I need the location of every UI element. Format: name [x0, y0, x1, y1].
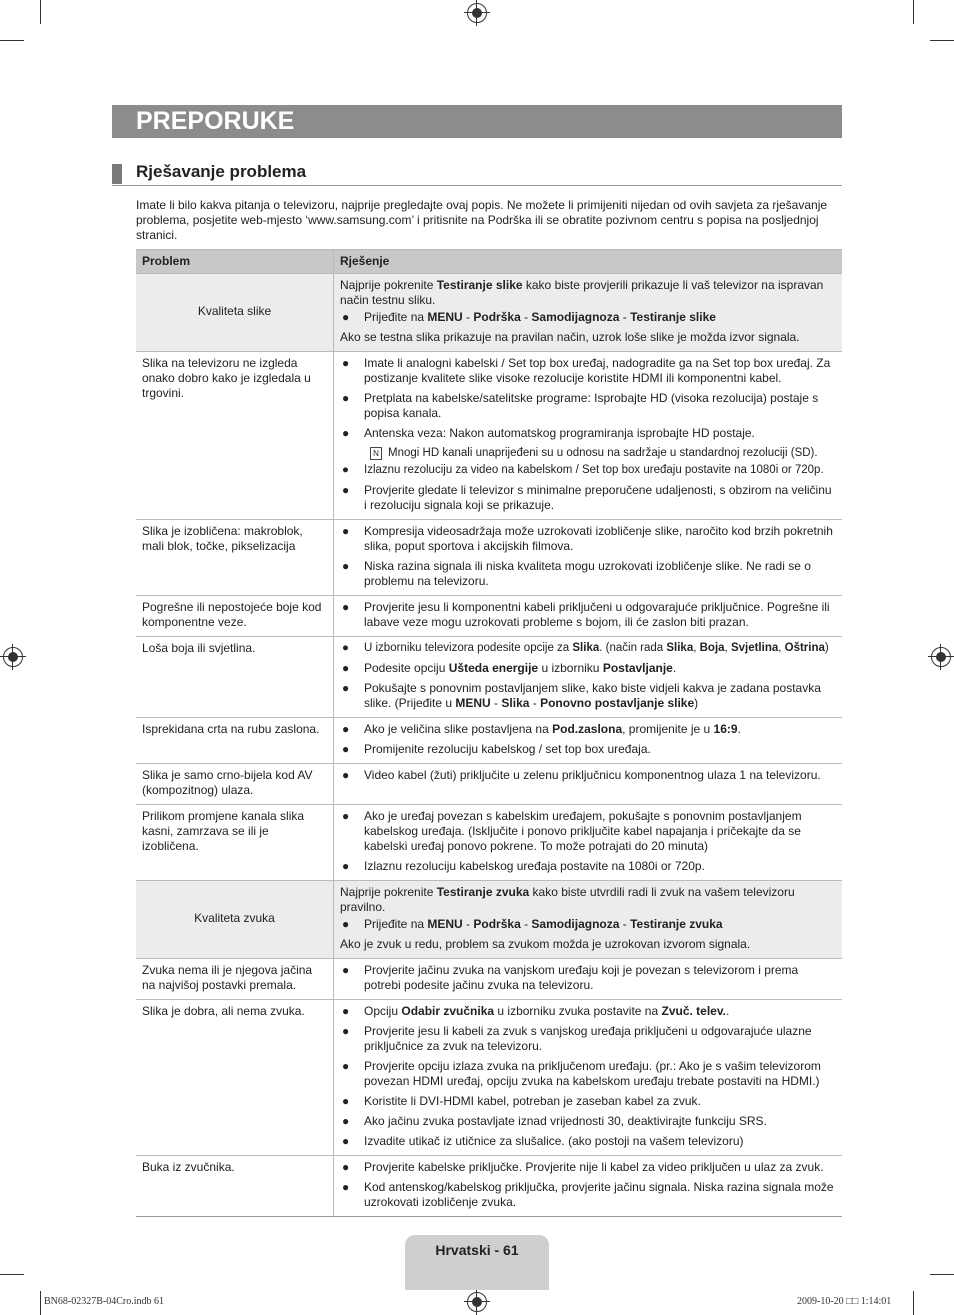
- table-header: [136, 250, 842, 274]
- solution-cell: [334, 881, 843, 959]
- list-item: ● Video kabel (žuti) priključite u zelenu priključnicu komponentnog ulaza 1 na televizoru.: [342, 768, 821, 782]
- crop-mark: [913, 0, 914, 24]
- list-item: ● Pretplata na kabelske/satelitske programe: Isprobajte HD (visoka rezolucija) postaje s popisa kanala.: [342, 391, 819, 420]
- list-item: ● Ako jačinu zvuka postavljate iznad vrijednosti 30, deaktivirajte funkciju SRS.: [342, 1114, 767, 1128]
- problem-cell: Zvuka nema ili je njegova jačina na najvišoj postavki premala.: [136, 959, 334, 1000]
- table-row: [136, 1156, 842, 1217]
- note-icon: N: [370, 447, 382, 460]
- solution-text: Najprije pokrenite Testiranje slike kako biste provjerili prikazuje li vaš televizor na ispravan način testnu sliku.: [340, 278, 824, 307]
- column-header-problem: Problem: [136, 250, 334, 274]
- solution-cell: [334, 596, 843, 637]
- registration-mark-icon: [931, 647, 951, 667]
- table-row: [136, 881, 842, 959]
- table-row: [136, 637, 842, 718]
- problem-cell: Slika je dobra, ali nema zvuka.: [136, 1000, 334, 1156]
- list-item: ● Izlaznu rezoluciju za video na kabelskom / Set top box uređaju postavite na 1080i or 720p.: [342, 464, 824, 476]
- list-item: ● Izvadite utikač iz utičnice za slušalice. (ako postoji na vašem televizoru): [342, 1134, 744, 1148]
- solution-text: Ako je zvuk u redu, problem sa zvukom možda je uzrokovan izvorom signala.: [340, 937, 751, 951]
- list-item: ● Imate li analogni kabelski / Set top box uređaj, nadogradite ga na Set top box uređaj. Za postizanje kvalitete slike visoke rezolucije koristite HDMI ili komponentni kabel.: [342, 356, 831, 385]
- list-item: ● U izborniku televizora podesite opcije za Slika. (način rada Slika, Boja, Svjetlina, Oštrina): [342, 642, 829, 654]
- solution-cell: [334, 352, 843, 520]
- troubleshooting-table: [136, 249, 842, 1217]
- crop-mark: [930, 1274, 954, 1275]
- problem-cell: Slika na televizoru ne izgleda onako dobro kako je izgledala u trgovini.: [136, 352, 334, 520]
- section-divider: [112, 185, 842, 186]
- table-row: [136, 520, 842, 596]
- crop-mark: [0, 1274, 24, 1275]
- section-title: Rješavanje problema: [136, 162, 307, 181]
- list-item: ● Podesite opciju Ušteda energije u izborniku Postavljanje.: [342, 661, 677, 675]
- solution-text: Najprije pokrenite Testiranje zvuka kako biste utvrdili radi li zvuk na vašem televizoru pravilno.: [340, 885, 795, 914]
- list-item: ● Opciju Odabir zvučnika u izborniku zvuka postavite na Zvuč. telev..: [342, 1004, 730, 1018]
- list-item: ● Provjerite kabelske priključke. Provjerite nije li kabel za video priključen u ulaz za zvuk.: [342, 1160, 824, 1174]
- problem-cell: Kvaliteta zvuka: [136, 881, 334, 959]
- list-item: ● Kompresija videosadržaja može uzrokovati izobličenje slike, naročito kod brzih pokretnih slika, poput sportova i akcijskih filmova.: [342, 524, 833, 553]
- list-item: ● Prijeđite na MENU - Podrška - Samodijagnoza - Testiranje zvuka: [342, 917, 723, 931]
- list-item: ● Pokušajte s ponovnim postavljanjem slike, kako biste vidjeli kakva je zadana postavka slike. (Prijeđite u MENU - Slika - Ponovno postavljanje slike): [342, 681, 821, 710]
- problem-cell: Slika je samo crno-bijela kod AV (kompozitnog) ulaza.: [136, 764, 334, 805]
- table-row: [136, 1000, 842, 1156]
- registration-mark-icon: [467, 3, 487, 23]
- list-item: ● Provjerite jačinu zvuka na vanjskom uređaju koji je povezan s televizorom i prema potrebi podesite jačinu zvuka na televizoru.: [342, 963, 799, 992]
- solution-text: Ako se testna slika prikazuje na pravilan način, uzrok loše slike je možda izvor signala.: [340, 330, 800, 344]
- table-row: [136, 764, 842, 805]
- page-number-tab: Hrvatski - 61: [405, 1235, 549, 1290]
- intro-paragraph: Imate li bilo kakva pitanja o televizoru, najprije pregledajte ovaj popis. Ne možete li primijeniti nijedan od ovih savjeta za rješavanje problema, posjetite web-mjesto ‘www.samsung.com’ i pritisnite na Podrška ili se obratite pozivnom centru s popisa na posljednjoj stranici.: [136, 198, 828, 242]
- list-item: ● Prijeđite na MENU - Podrška - Samodijagnoza - Testiranje slike: [342, 310, 716, 324]
- solution-cell: [334, 764, 843, 805]
- crop-mark: [0, 40, 24, 41]
- table-row: [136, 596, 842, 637]
- problem-cell: Pogrešne ili nepostojeće boje kod komponentne veze.: [136, 596, 334, 637]
- solution-cell: [334, 1156, 843, 1217]
- solution-cell: [334, 274, 843, 352]
- list-item: ● Kod antenskog/kabelskog priključka, provjerite jačinu signala. Niska razina signala može uzrokovati izobličenje zvuka.: [342, 1180, 834, 1209]
- column-header-solution: Rješenje: [334, 250, 843, 274]
- section-marker: [112, 164, 122, 184]
- crop-mark: [930, 40, 954, 41]
- problem-cell: Isprekidana crta na rubu zaslona.: [136, 718, 334, 764]
- problem-cell: Buka iz zvučnika.: [136, 1156, 334, 1217]
- print-slug-left: BN68-02327B-04Cro.indb 61: [44, 1296, 164, 1307]
- list-item: ● Provjerite jesu li komponentni kabeli priključeni u odgovarajuće priključnice. Pogrešne ili labave veze mogu uzrokovati probleme s bojom, ili će zaslon biti prazan.: [342, 600, 830, 629]
- crop-mark: [913, 1291, 914, 1315]
- solution-cell: [334, 1000, 843, 1156]
- list-item: ● Antenska veza: Nakon automatskog programiranja isprobajte HD postaje.: [342, 426, 755, 440]
- table-row: [136, 805, 842, 881]
- list-item: ● Provjerite opciju izlaza zvuka na priključenom uređaju. (pr.: Ako je s vašim televizorom povezan HDMI uređaj, opciju zvuka na kabelskom uređaju trebate postaviti na HDMI.): [342, 1059, 821, 1088]
- problem-cell: Prilikom promjene kanala slika kasni, zamrzava se ili je izobličena.: [136, 805, 334, 881]
- table-row: [136, 352, 842, 520]
- crop-mark: [40, 1291, 41, 1315]
- page-title: PREPORUKE: [112, 105, 842, 138]
- solution-cell: [334, 805, 843, 881]
- registration-mark-icon: [467, 1292, 487, 1312]
- list-item: ● Izlaznu rezoluciju kabelskog uređaja postavite na 1080i or 720p.: [342, 859, 705, 873]
- list-item: ● Provjerite jesu li kabeli za zvuk s vanjskog uređaja priključeni u odgovarajuće ulazne priključnice za zvuk na televizoru.: [342, 1024, 812, 1053]
- solution-cell: [334, 520, 843, 596]
- list-item: ● Ako je uređaj povezan s kabelskim uređajem, pokušajte s ponovnim postavljanjem kabelskog uređaja. (Isključite i ponovo priključite kabel napajanja i pričekajte da se kabelski uređaj ponovo pokrene. To može potrajati do 20 minuta): [342, 809, 802, 853]
- print-slug-right: 2009-10-20 □□ 1:14:01: [797, 1296, 892, 1307]
- list-item: ● Niska razina signala ili niska kvaliteta mogu uzrokovati izobličenje slike. Ne radi se o problemu na televizoru.: [342, 559, 811, 588]
- list-item: ● Koristite li DVI-HDMI kabel, potreban je zaseban kabel za zvuk.: [342, 1094, 701, 1108]
- registration-mark-icon: [3, 647, 23, 667]
- problem-cell: Slika je izobličena: makroblok, mali blok, točke, pikselizacija: [136, 520, 334, 596]
- table-row: [136, 959, 842, 1000]
- solution-cell: [334, 718, 843, 764]
- list-item: ● Provjerite gledate li televizor s minimalne preporučene udaljenosti, s obzirom na veličinu i rezoluciju signala koji se prikazuje.: [342, 483, 832, 512]
- list-item: ● Promijenite rezoluciju kabelskog / set top box uređaja.: [342, 742, 651, 756]
- table-row: [136, 718, 842, 764]
- note-item: N Mnogi HD kanali unaprijeđeni su u odnosu na sadržaje u standardnoj rezoluciji (SD).: [340, 446, 836, 461]
- crop-mark: [40, 0, 41, 24]
- problem-cell: Loša boja ili svjetlina.: [136, 637, 334, 718]
- problem-cell: Kvaliteta slike: [136, 274, 334, 352]
- solution-cell: [334, 959, 843, 1000]
- list-item: ● Ako je veličina slike postavljena na Pod.zaslona, promijenite je u 16:9.: [342, 722, 741, 736]
- table-row: [136, 274, 842, 352]
- solution-cell: [334, 637, 843, 718]
